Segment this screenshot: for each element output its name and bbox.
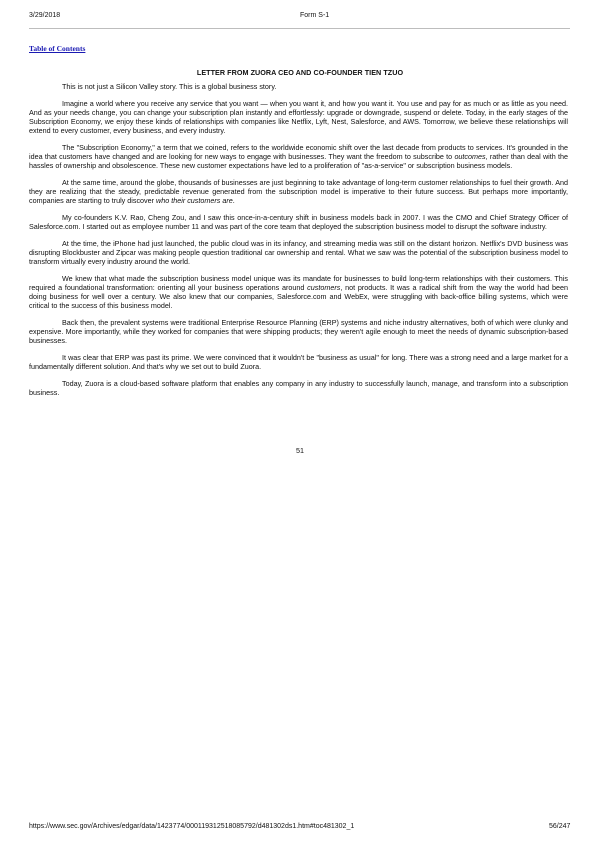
body-paragraph <box>29 240 568 266</box>
footer-page-count: 56/247 <box>549 823 571 830</box>
paragraph-text: Back then, the prevalent systems were traditional Enterprise Resource Planning (ERP) systems and niche industry alternatives, both of which were clunky and expensive. More importantly, while they worked for companies that were shipping products; they weren't agile enough to meet the needs of dynamic subscription-based businesses. <box>29 318 568 345</box>
paragraph-text: The "Subscription Economy," a term that we coined, refers to the worldwide economic shift over the last decade from products to services. It's grounded in the idea that customers have changed and are looking for new ways to engage with businesses. They want the freedom to subscribe to <box>29 143 568 161</box>
paragraph-text: My co-founders K.V. Rao, Cheng Zou, and I saw this once-in-a-century shift in business models back in 2007. I was the CMO and Chief Strategy Officer of Salesforce.com. I started out as employee number 11 and was part of the core team that deployed the subscription business model to disrupt the software industry. <box>29 213 568 231</box>
paragraph-text: , not products. It was a radical shift from the way the world had been doing business for well over a century. We also knew that our companies, Salesforce.com and WebEx, were struggling with back-office billing systems, which were critical to the success of this business model. <box>29 283 568 310</box>
body-paragraph <box>29 83 568 92</box>
footer-url: https://www.sec.gov/Archives/edgar/data/1423774/000119312518085792/d481302ds1.htm#toc481302_1 <box>29 823 355 830</box>
paragraph-text: Today, Zuora is a cloud-based software platform that enables any company in any industry to successfully launch, manage, and transform into a subscription business. <box>29 379 568 398</box>
header-divider <box>29 28 570 29</box>
body-paragraph <box>29 319 568 345</box>
emphasis-text: outcomes <box>454 151 486 161</box>
table-of-contents-link[interactable]: Table of Contents <box>29 44 86 53</box>
letter-title: LETTER FROM ZUORA CEO AND CO-FOUNDER TIEN TZUO <box>196 68 404 77</box>
paragraph-text: At the same time, around the globe, thousands of businesses are just beginning to take advantage of long-term customer relationships to fuel their growth. And they are realizing that the steady, predictable revenue generated from the subscription model is imperative to their future success. But perhaps more importantly, companies are starting to truly discover <box>29 178 568 205</box>
body-paragraph <box>29 179 568 205</box>
paragraph-text: We knew that what made the subscription business model unique was its mandate for businesses to build long-term relationships with their customers. This required a foundational transformation: orienting all your business operations around <box>29 274 568 293</box>
emphasis-text: who their customers are <box>156 195 233 205</box>
body-paragraph <box>29 144 568 170</box>
page-number: 51 <box>296 446 304 455</box>
letter-body <box>29 83 568 406</box>
body-paragraph <box>29 275 568 310</box>
body-paragraph <box>29 100 568 135</box>
body-paragraph <box>29 354 568 372</box>
body-paragraph <box>29 380 568 398</box>
header-date: 3/29/2018 <box>29 12 61 19</box>
header-form-label: Form S-1 <box>300 12 330 19</box>
paragraph-text: It was clear that ERP was past its prime. We were convinced that it wouldn't be "business as usual" for long. There was a strong need and a large market for a fundamentally different solution. And that's why we set out to build Zuora. <box>29 353 568 371</box>
paragraph-text: Imagine a world where you receive any service that you want — when you want it, and how you want it. You use and pay for as much or as little as you need. And as your needs change, you can change your subscription plan instantly and effortlessly: upgrade or downgrade, suspend or delete. Today, in the early stages of the Subscription Economy, we enjoy these kinds of relationships with companies like Netflix, Lyft, Nest, Salesforce, and AWS. Tomorrow, we believe these relationships will extend to every customer, every business, and every industry. <box>29 99 568 135</box>
paragraph-text: . <box>232 195 235 205</box>
paragraph-text: , rather than deal with the hassles of ownership and obsolescence. These new customer expectations have led to a proliferation of "as-a-service" or subscription business models. <box>29 151 568 170</box>
body-paragraph <box>29 214 568 232</box>
paragraph-text: At the time, the iPhone had just launched, the public cloud was in its infancy, and streaming media was still on the distant horizon. Netflix's DVD business was disrupting Blockbuster and Zipcar was making people question traditional car ownership and rental. What we saw was the potential of the subscription business model to transform virtually every industry around the world. <box>29 239 568 266</box>
emphasis-text: customers <box>307 283 341 293</box>
paragraph-text: This is not just a Silicon Valley story. This is a global business story. <box>62 82 277 91</box>
